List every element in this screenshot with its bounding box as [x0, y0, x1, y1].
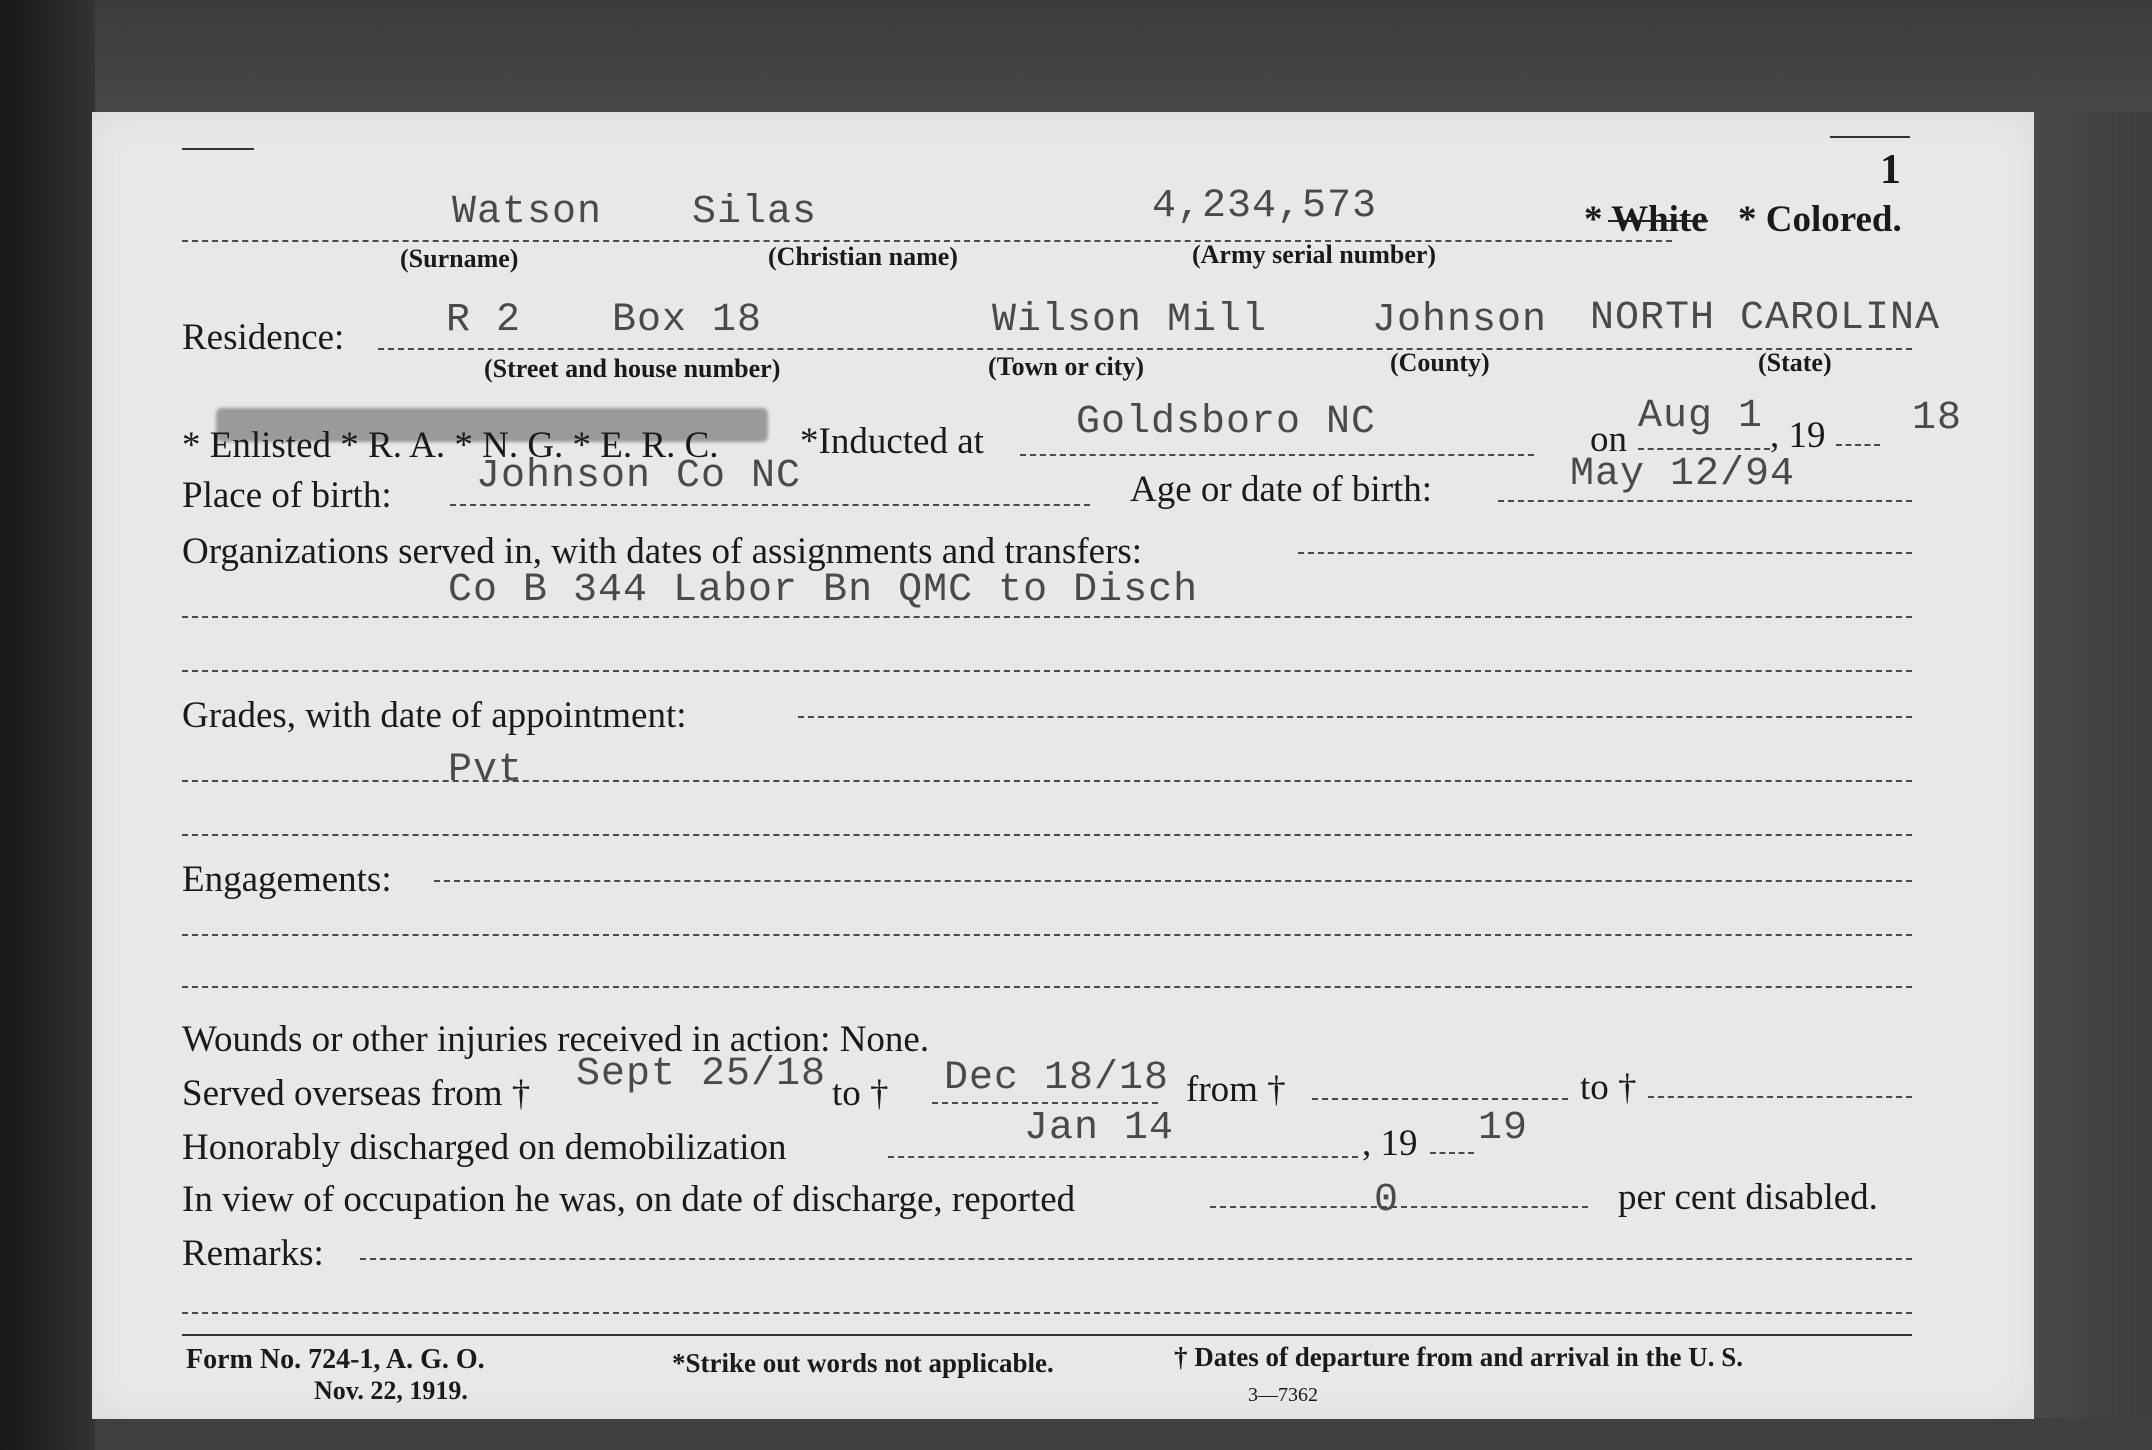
overseas-to-value: Dec 18/18 — [944, 1056, 1170, 1101]
county-caption: (County) — [1390, 348, 1490, 377]
disability-suffix: per cent disabled. — [1618, 1177, 1878, 1218]
film-border-top — [95, 0, 2152, 112]
film-border-bottom — [95, 1418, 2152, 1450]
state-caption: (State) — [1758, 348, 1832, 377]
discharge-label: Honorably discharged on demobilization — [182, 1127, 787, 1168]
engagements-line-1 — [434, 880, 1912, 882]
remarks-label: Remarks: — [182, 1233, 324, 1274]
race-white-option: * White — [1584, 199, 1708, 240]
engagements-label: Engagements: — [182, 859, 392, 900]
inducted-place-line — [1020, 454, 1534, 456]
state-value: NORTH CAROLINA — [1590, 296, 1941, 341]
organizations-label: Organizations served in, with dates of assignments and transfers: — [182, 531, 1143, 572]
card-number: 1 — [1880, 147, 1901, 193]
form-number: Form No. 724-1, A. G. O. — [186, 1344, 485, 1375]
discharge-year-prefix: , 19 — [1362, 1123, 1418, 1164]
on-label: on — [1590, 419, 1627, 460]
remarks-line-1 — [360, 1258, 1912, 1260]
street-caption: (Street and house number) — [484, 354, 781, 383]
box-value: Box 18 — [612, 298, 763, 343]
county-value: Johnson — [1372, 298, 1548, 343]
discharge-date-line — [888, 1156, 1358, 1158]
grades-value: Pvt — [448, 748, 524, 793]
inducted-place-value: Goldsboro NC — [1076, 400, 1377, 445]
disability-value: 0 — [1374, 1178, 1400, 1223]
overseas-from-value: Sept 25/18 — [576, 1052, 827, 1097]
wounds-label: Wounds or other injuries received in action: None. — [182, 1019, 930, 1060]
overseas-from2-label: from † — [1186, 1069, 1286, 1110]
footer-rule — [182, 1334, 1912, 1336]
overseas-from2-line — [1312, 1098, 1568, 1100]
overseas-label: Served overseas from † — [182, 1073, 531, 1114]
discharge-year-line — [1430, 1152, 1474, 1154]
service-record-card — [92, 112, 2034, 1419]
disability-label: In view of occupation he was, on date of discharge, reported — [182, 1179, 1076, 1220]
inducted-year-line — [1836, 444, 1880, 446]
dates-note: † Dates of departure from and arrival in the U. S. — [1174, 1342, 1743, 1372]
grades-label: Grades, with date of appointment: — [182, 695, 687, 736]
age-label: Age or date of birth: — [1130, 469, 1433, 510]
christian-name-value: Silas — [692, 190, 818, 235]
top-right-rule — [1830, 136, 1910, 138]
inducted-year-prefix: , 19 — [1770, 415, 1826, 456]
surname-value: Watson — [452, 190, 603, 235]
grades-line-2 — [182, 780, 1912, 782]
organizations-value: Co B 344 Labor Bn QMC to Disch — [448, 568, 1199, 613]
print-code: 3—7362 — [1248, 1384, 1318, 1406]
street-value: R 2 — [446, 298, 522, 343]
birthplace-value: Johnson Co NC — [476, 454, 802, 499]
overseas-to-label: to † — [832, 1073, 889, 1114]
birth-date-line — [1498, 500, 1912, 502]
discharge-date-value: Jan 14 — [1024, 1106, 1175, 1151]
overseas-to2-line — [1648, 1096, 1912, 1098]
race-colored-option: * Colored. — [1738, 199, 1902, 240]
overseas-to-line — [932, 1102, 1158, 1104]
white-strikeout — [1608, 220, 1708, 222]
inducted-date-line — [1638, 448, 1770, 450]
strike-note: *Strike out words not applicable. — [672, 1348, 1054, 1378]
residence-line — [378, 348, 1912, 350]
grades-line-1 — [798, 716, 1912, 718]
organizations-line-2 — [182, 616, 1912, 618]
birthplace-label: Place of birth: — [182, 475, 392, 516]
inducted-label: *Inducted at — [800, 421, 984, 462]
grades-line-3 — [182, 834, 1912, 836]
top-left-rule — [182, 148, 254, 150]
serial-number-value: 4,234,573 — [1152, 184, 1378, 229]
town-caption: (Town or city) — [988, 352, 1144, 381]
town-value: Wilson Mill — [992, 298, 1268, 343]
birth-date-value: May 12/94 — [1570, 452, 1796, 497]
discharge-year-value: 19 — [1478, 1106, 1529, 1151]
engagements-line-2 — [182, 934, 1912, 936]
inducted-date-value: Aug 1 — [1638, 394, 1764, 439]
christian-name-caption: (Christian name) — [768, 242, 958, 271]
inducted-year-value: 18 — [1912, 396, 1963, 441]
organizations-line-3 — [182, 670, 1912, 672]
engagements-line-3 — [182, 986, 1912, 988]
organizations-line-1 — [1298, 552, 1912, 554]
serial-number-caption: (Army serial number) — [1192, 240, 1437, 269]
form-date: Nov. 22, 1919. — [314, 1376, 468, 1405]
remarks-line-2 — [182, 1312, 1912, 1314]
residence-label: Residence: — [182, 317, 345, 358]
birthplace-line — [450, 504, 1090, 506]
film-border-right — [2032, 112, 2152, 1422]
overseas-to2-label: to † — [1580, 1067, 1637, 1108]
film-border-left — [0, 0, 95, 1450]
enlistment-options: * Enlisted * R. A. * N. G. * E. R. C. — [182, 425, 719, 466]
surname-caption: (Surname) — [400, 244, 519, 273]
